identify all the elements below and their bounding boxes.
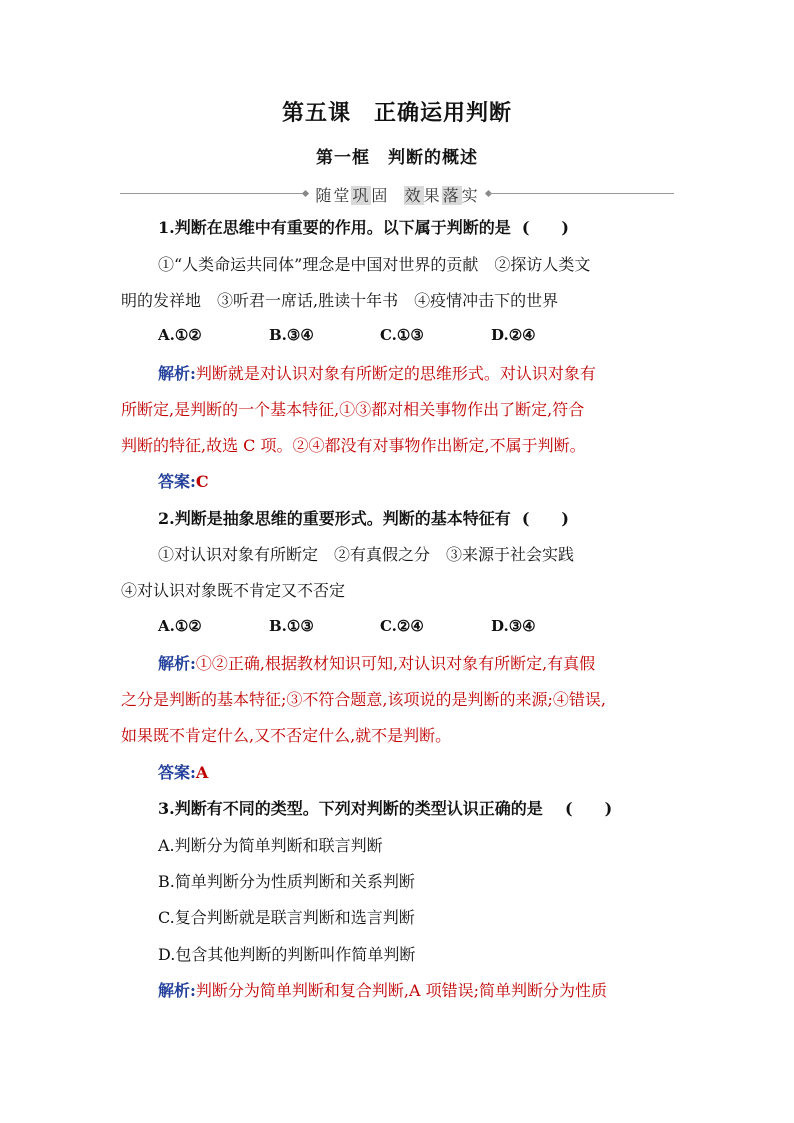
q2-option-d: D.③④ — [491, 617, 536, 635]
q2-items-line2: ④对认识对象既不肯定又不否定 — [121, 581, 346, 600]
q1-analysis-text: 判断就是对认识对象有所断定的思维形式。对认识对象有 — [195, 364, 596, 383]
q3-analysis-text: 判断分为简单判断和复合判断,A 项错误;简单判断分为性质 — [195, 981, 608, 1000]
lesson-title: 第五课 正确运用判断 — [281, 100, 512, 126]
banner-diamond-left — [302, 190, 309, 197]
q2-stem — [158, 508, 718, 530]
banner-char: 堂 — [333, 186, 352, 205]
q1-analysis-label: 解析: — [158, 364, 196, 383]
q2-analysis-line1 — [158, 653, 718, 675]
banner-char: 巩 — [352, 186, 371, 205]
q2-option-b: B.①③ — [269, 617, 314, 635]
section-subtitle: 第一框 判断的概述 — [316, 148, 478, 168]
banner-char: 实 — [461, 186, 480, 205]
q2-analysis-text: ①②正确,根据教材知识可知,对认识对象有所断定,有真假 — [195, 654, 596, 673]
q3-option-d: D.包含其他判断的判断叫作简单判断 — [158, 945, 416, 964]
section-banner — [120, 180, 674, 208]
q1-option-c: C.①③ — [380, 326, 424, 344]
q1-option-d: D.②④ — [491, 326, 536, 344]
banner-char: 果 — [423, 186, 442, 205]
q3-bracket: ( ) — [565, 799, 613, 818]
q1-analysis-line2: 所断定,是判断的一个基本特征,①③都对相关事物作出了断定,符合 — [121, 400, 585, 419]
q1-option-a: A.①② — [158, 326, 202, 344]
banner-char: 落 — [442, 186, 461, 205]
q2-analysis-label: 解析: — [158, 654, 196, 673]
q2-answer-value: A — [195, 763, 209, 782]
q3-analysis-line1 — [158, 980, 718, 1002]
banner-rule-right — [489, 193, 674, 194]
q3-stem — [158, 798, 718, 820]
q1-answer-value: C — [195, 472, 209, 491]
banner-rule-left — [120, 193, 305, 194]
q2-option-c: C.②④ — [380, 617, 424, 635]
q1-option-b: B.③④ — [269, 326, 314, 344]
q3-option-b: B.简单判断分为性质判断和关系判断 — [158, 872, 415, 891]
q1-answer — [158, 471, 718, 493]
q2-answer — [158, 762, 718, 784]
q3-stem-text: 3.判断有不同的类型。下列对判断的类型认识正确的是 — [158, 799, 543, 818]
q1-items-line2: 明的发祥地 ③听君一席话,胜读十年书 ④疫情冲击下的世界 — [121, 291, 559, 310]
q3-option-a: A.判断分为简单判断和联言判断 — [158, 836, 383, 855]
q1-bracket: ( ) — [521, 218, 570, 237]
q1-items-line1: ①“人类命运共同体”理念是中国对世界的贡献 ②探访人类文 — [158, 255, 591, 274]
q2-option-a: A.①② — [158, 617, 202, 635]
banner-text — [310, 183, 485, 206]
q2-stem-text: 2.判断是抽象思维的重要形式。判断的基本特征有 — [158, 509, 511, 528]
banner-char: 效 — [404, 186, 423, 205]
q3-option-c: C.复合判断就是联言判断和选言判断 — [158, 908, 415, 927]
q1-answer-label: 答案: — [158, 472, 196, 491]
banner-char: 固 — [371, 186, 390, 205]
q1-analysis-line3: 判断的特征,故选 C 项。②④都没有对事物作出断定,不属于判断。 — [121, 436, 586, 455]
q1-analysis-line1 — [158, 363, 718, 385]
q1-stem — [158, 217, 718, 239]
q2-answer-label: 答案: — [158, 763, 196, 782]
q2-items-line1: ①对认识对象有所断定 ②有真假之分 ③来源于社会实践 — [158, 545, 575, 564]
q1-stem-text: 1.判断在思维中有重要的作用。以下属于判断的是 — [158, 218, 511, 237]
q2-analysis-line2: 之分是判断的基本特征;③不符合题意,该项说的是判断的来源;④错误, — [121, 690, 606, 709]
q2-bracket: ( ) — [521, 509, 570, 528]
banner-char: 随 — [315, 186, 334, 205]
q3-analysis-label: 解析: — [158, 981, 196, 1000]
q2-analysis-line3: 如果既不肯定什么,又不否定什么,就不是判断。 — [121, 726, 452, 745]
